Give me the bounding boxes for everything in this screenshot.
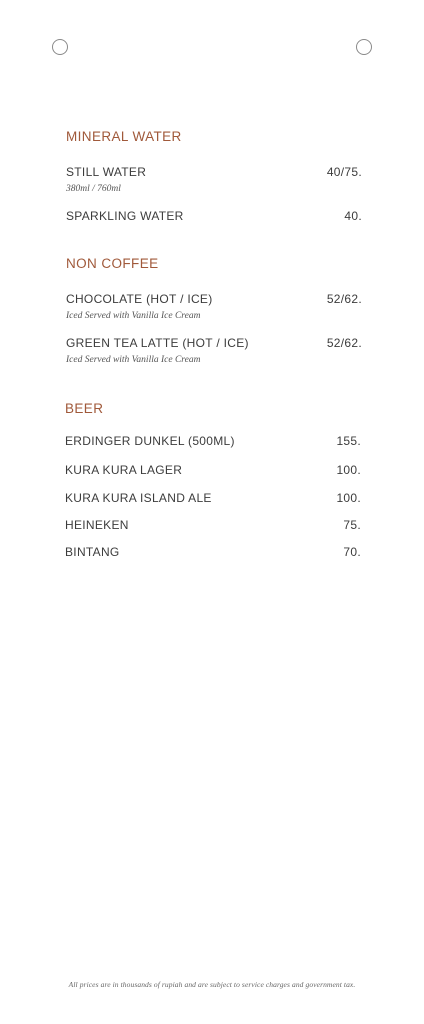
item-description: Iced Served with Vanilla Ice Cream — [66, 355, 201, 365]
item-price: 100. — [336, 491, 361, 505]
item-name: BINTANG — [65, 545, 120, 559]
menu-item-heineken — [65, 518, 361, 533]
section-mineral-water — [66, 129, 362, 224]
item-price: 155. — [336, 434, 361, 448]
section-beer — [65, 401, 361, 560]
item-description: Iced Served with Vanilla Ice Cream — [66, 311, 201, 321]
footer-note: All prices are in thousands of rupiah and are subject to service charges and government tax. — [68, 980, 356, 989]
item-name: ERDINGER DUNKEL (500ML) — [65, 434, 235, 448]
section-title: NON COFFEE — [66, 256, 159, 271]
item-price: 40. — [344, 209, 362, 223]
item-description: 380ml / 760ml — [66, 184, 121, 194]
item-price: 70. — [343, 545, 361, 559]
menu-item-sparkling-water — [66, 209, 362, 224]
menu-item-green-tea-latte — [66, 336, 362, 366]
item-price: 75. — [343, 518, 361, 532]
item-name: KURA KURA ISLAND ALE — [65, 491, 212, 505]
item-price: 40/75. — [326, 165, 362, 179]
item-price: 52/62. — [326, 336, 362, 350]
item-price: 52/62. — [326, 292, 362, 306]
section-title: MINERAL WATER — [66, 129, 182, 144]
item-name: SPARKLING WATER — [66, 209, 184, 223]
item-name: GREEN TEA LATTE (HOT / ICE) — [66, 336, 249, 350]
menu-item-bintang — [65, 545, 361, 560]
section-non-coffee — [66, 256, 362, 366]
section-title: BEER — [65, 401, 104, 416]
item-name: STILL WATER — [66, 165, 147, 179]
menu-item-erdinger-dunkel — [65, 434, 361, 449]
menu-item-chocolate — [66, 292, 362, 322]
menu-item-kura-kura-lager — [65, 463, 361, 478]
item-price: 100. — [336, 463, 361, 477]
item-name: KURA KURA LAGER — [65, 463, 183, 477]
menu-item-kura-kura-island-ale — [65, 491, 361, 506]
menu-item-still-water — [66, 165, 362, 195]
punch-hole-left — [52, 39, 68, 55]
item-name: CHOCOLATE (HOT / ICE) — [66, 292, 213, 306]
item-name: HEINEKEN — [65, 518, 129, 532]
punch-hole-right — [356, 39, 372, 55]
